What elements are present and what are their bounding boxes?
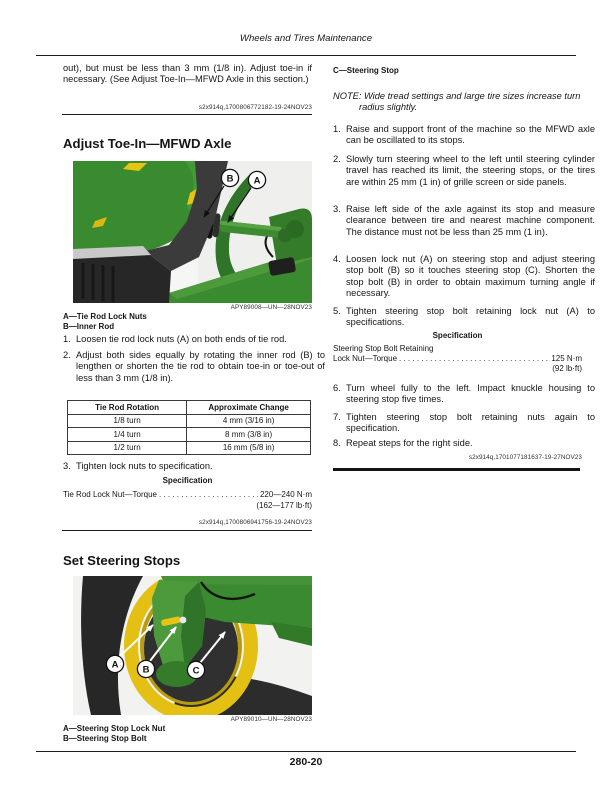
header-rule	[36, 55, 576, 56]
table-row: 1/2 turn 16 mm (5/8 in)	[68, 441, 311, 455]
spec-value-secondary: (92 lb·ft)	[552, 364, 582, 373]
numbered-step: 2. Slowly turn steering wheel to the left until steering cylinder travel has reached its limit, the steering stops, or the tires are within 25 mm (1 in) of grille screen or side panels.	[333, 154, 595, 187]
section-id-code: s2x914q,1700806772182-19-24NOV23	[198, 104, 312, 111]
callout-c	[187, 661, 204, 678]
numbered-step: 7. Tighten steering stop bolt retaining nuts again to specification.	[333, 412, 595, 434]
section-divider-rule	[62, 530, 312, 531]
spec-label: Tie Rod Lock Nut—Torque	[63, 490, 157, 499]
legend-item-c: C—Steering Stop	[333, 66, 399, 75]
bolt-tip	[180, 617, 187, 624]
numbered-step: 4. Loosen lock nut (A) on steering stop and adjust steering stop bolt (B) so it touches steering stop (C). Shorten the stop bolt (B) in order to obtain maximum turning angle if necessary.	[333, 254, 595, 299]
spec-value: 125 N·m	[551, 354, 582, 363]
figure-legend	[63, 312, 312, 332]
footer-rule	[36, 751, 576, 752]
numbered-step: 3. Tighten lock nuts to specification.	[63, 461, 213, 471]
spec-line	[63, 490, 312, 500]
tie-rod-rotation-table	[67, 400, 311, 455]
numbered-step: 1. Raise and support front of the machine so the MFWD axle can be oscillated to its stops.	[333, 124, 595, 146]
spec-label: Lock Nut—Torque	[333, 354, 398, 363]
note-paragraph: NOTE: Wide tread settings and large tire sizes increase turn radius slightly.	[333, 91, 581, 113]
spec-label-line1: Steering Stop Bolt Retaining	[333, 344, 434, 353]
steering-stops-illustration	[73, 576, 312, 715]
figure-legend	[63, 724, 312, 744]
svg-text:B: B	[142, 664, 150, 676]
table-header-row	[68, 401, 311, 415]
callout-b	[221, 169, 238, 186]
callout-b	[137, 660, 154, 677]
numbered-step: 8. Repeat steps for the right side.	[333, 438, 473, 448]
numbered-step: 2. Adjust both sides equally by rotating the inner rod (B) to lengthen or shorten the tie rod to obtain toe-in or toe-out of less than 3 mm (1/8 in).	[63, 350, 325, 383]
callout-a	[106, 655, 123, 672]
svg-text:A: A	[253, 175, 261, 187]
figure-code: APY89010—UN—28NOV23	[230, 716, 312, 723]
legend-item-a: A—Tie Rod Lock Nuts	[63, 312, 147, 321]
dot-leader	[159, 490, 258, 500]
section-id-code: s2x914q,1700806941756-19-24NOV23	[198, 519, 312, 526]
column-header: Tie Rod Rotation	[68, 401, 187, 415]
figure-steering-stops	[73, 576, 312, 715]
table-row: 1/4 turn 8 mm (3/8 in)	[68, 428, 311, 442]
legend-item-b: B—Steering Stop Bolt	[63, 734, 147, 743]
figure-code: APY89008—UN—28NOV23	[230, 304, 312, 311]
spec-line	[333, 354, 582, 364]
section-divider-rule	[62, 114, 312, 115]
spec-value: 220—240 N·m	[259, 490, 312, 499]
legend-item-a: A—Steering Stop Lock Nut	[63, 724, 166, 733]
section-end-rule	[333, 468, 580, 471]
numbered-step: 5. Tighten steering stop bolt retaining lock nut (A) to specifications.	[333, 306, 595, 328]
page-number: 280-20	[289, 756, 323, 768]
toe-in-axle-illustration	[73, 161, 312, 303]
spec-title: Specification	[432, 331, 483, 340]
intro-paragraph: out), but must be less than 3 mm (1/8 in). Adjust toe-in if necessary. (See Adjust Toe-In—MFWD Axle in this section.)	[63, 63, 312, 85]
numbered-step: 1. Loosen tie rod lock nuts (A) on both ends of tie rod.	[63, 334, 287, 344]
spec-value-secondary: (162—177 lb·ft)	[256, 501, 312, 510]
section-id-code: s2x914q,1701077181637-19-27NOV23	[468, 454, 582, 461]
table-row: 1/8 turn 4 mm (3/16 in)	[68, 414, 311, 428]
svg-text:C: C	[192, 665, 200, 677]
dot-leader	[399, 354, 549, 364]
column-header: Approximate Change	[187, 401, 311, 415]
section-heading-set-steering-stops: Set Steering Stops	[63, 553, 181, 568]
running-header-title: Wheels and Tires Maintenance	[239, 33, 373, 44]
svg-text:A: A	[111, 659, 119, 671]
numbered-step: 3. Raise left side of the axle against its stop and measure clearance between tire and nearest machine component. The distance must not be less than 25 mm (1 in).	[333, 204, 595, 237]
numbered-step: 6. Turn wheel fully to the left. Impact knuckle housing to steering stop five times.	[333, 383, 595, 405]
section-heading-adjust-toe-in: Adjust Toe-In—MFWD Axle	[63, 136, 232, 151]
callout-a	[248, 171, 265, 188]
legend-item-b: B—Inner Rod	[63, 322, 115, 331]
figure-toe-in-axle	[73, 161, 312, 303]
svg-text:B: B	[226, 173, 234, 185]
spec-title: Specification	[162, 476, 213, 485]
